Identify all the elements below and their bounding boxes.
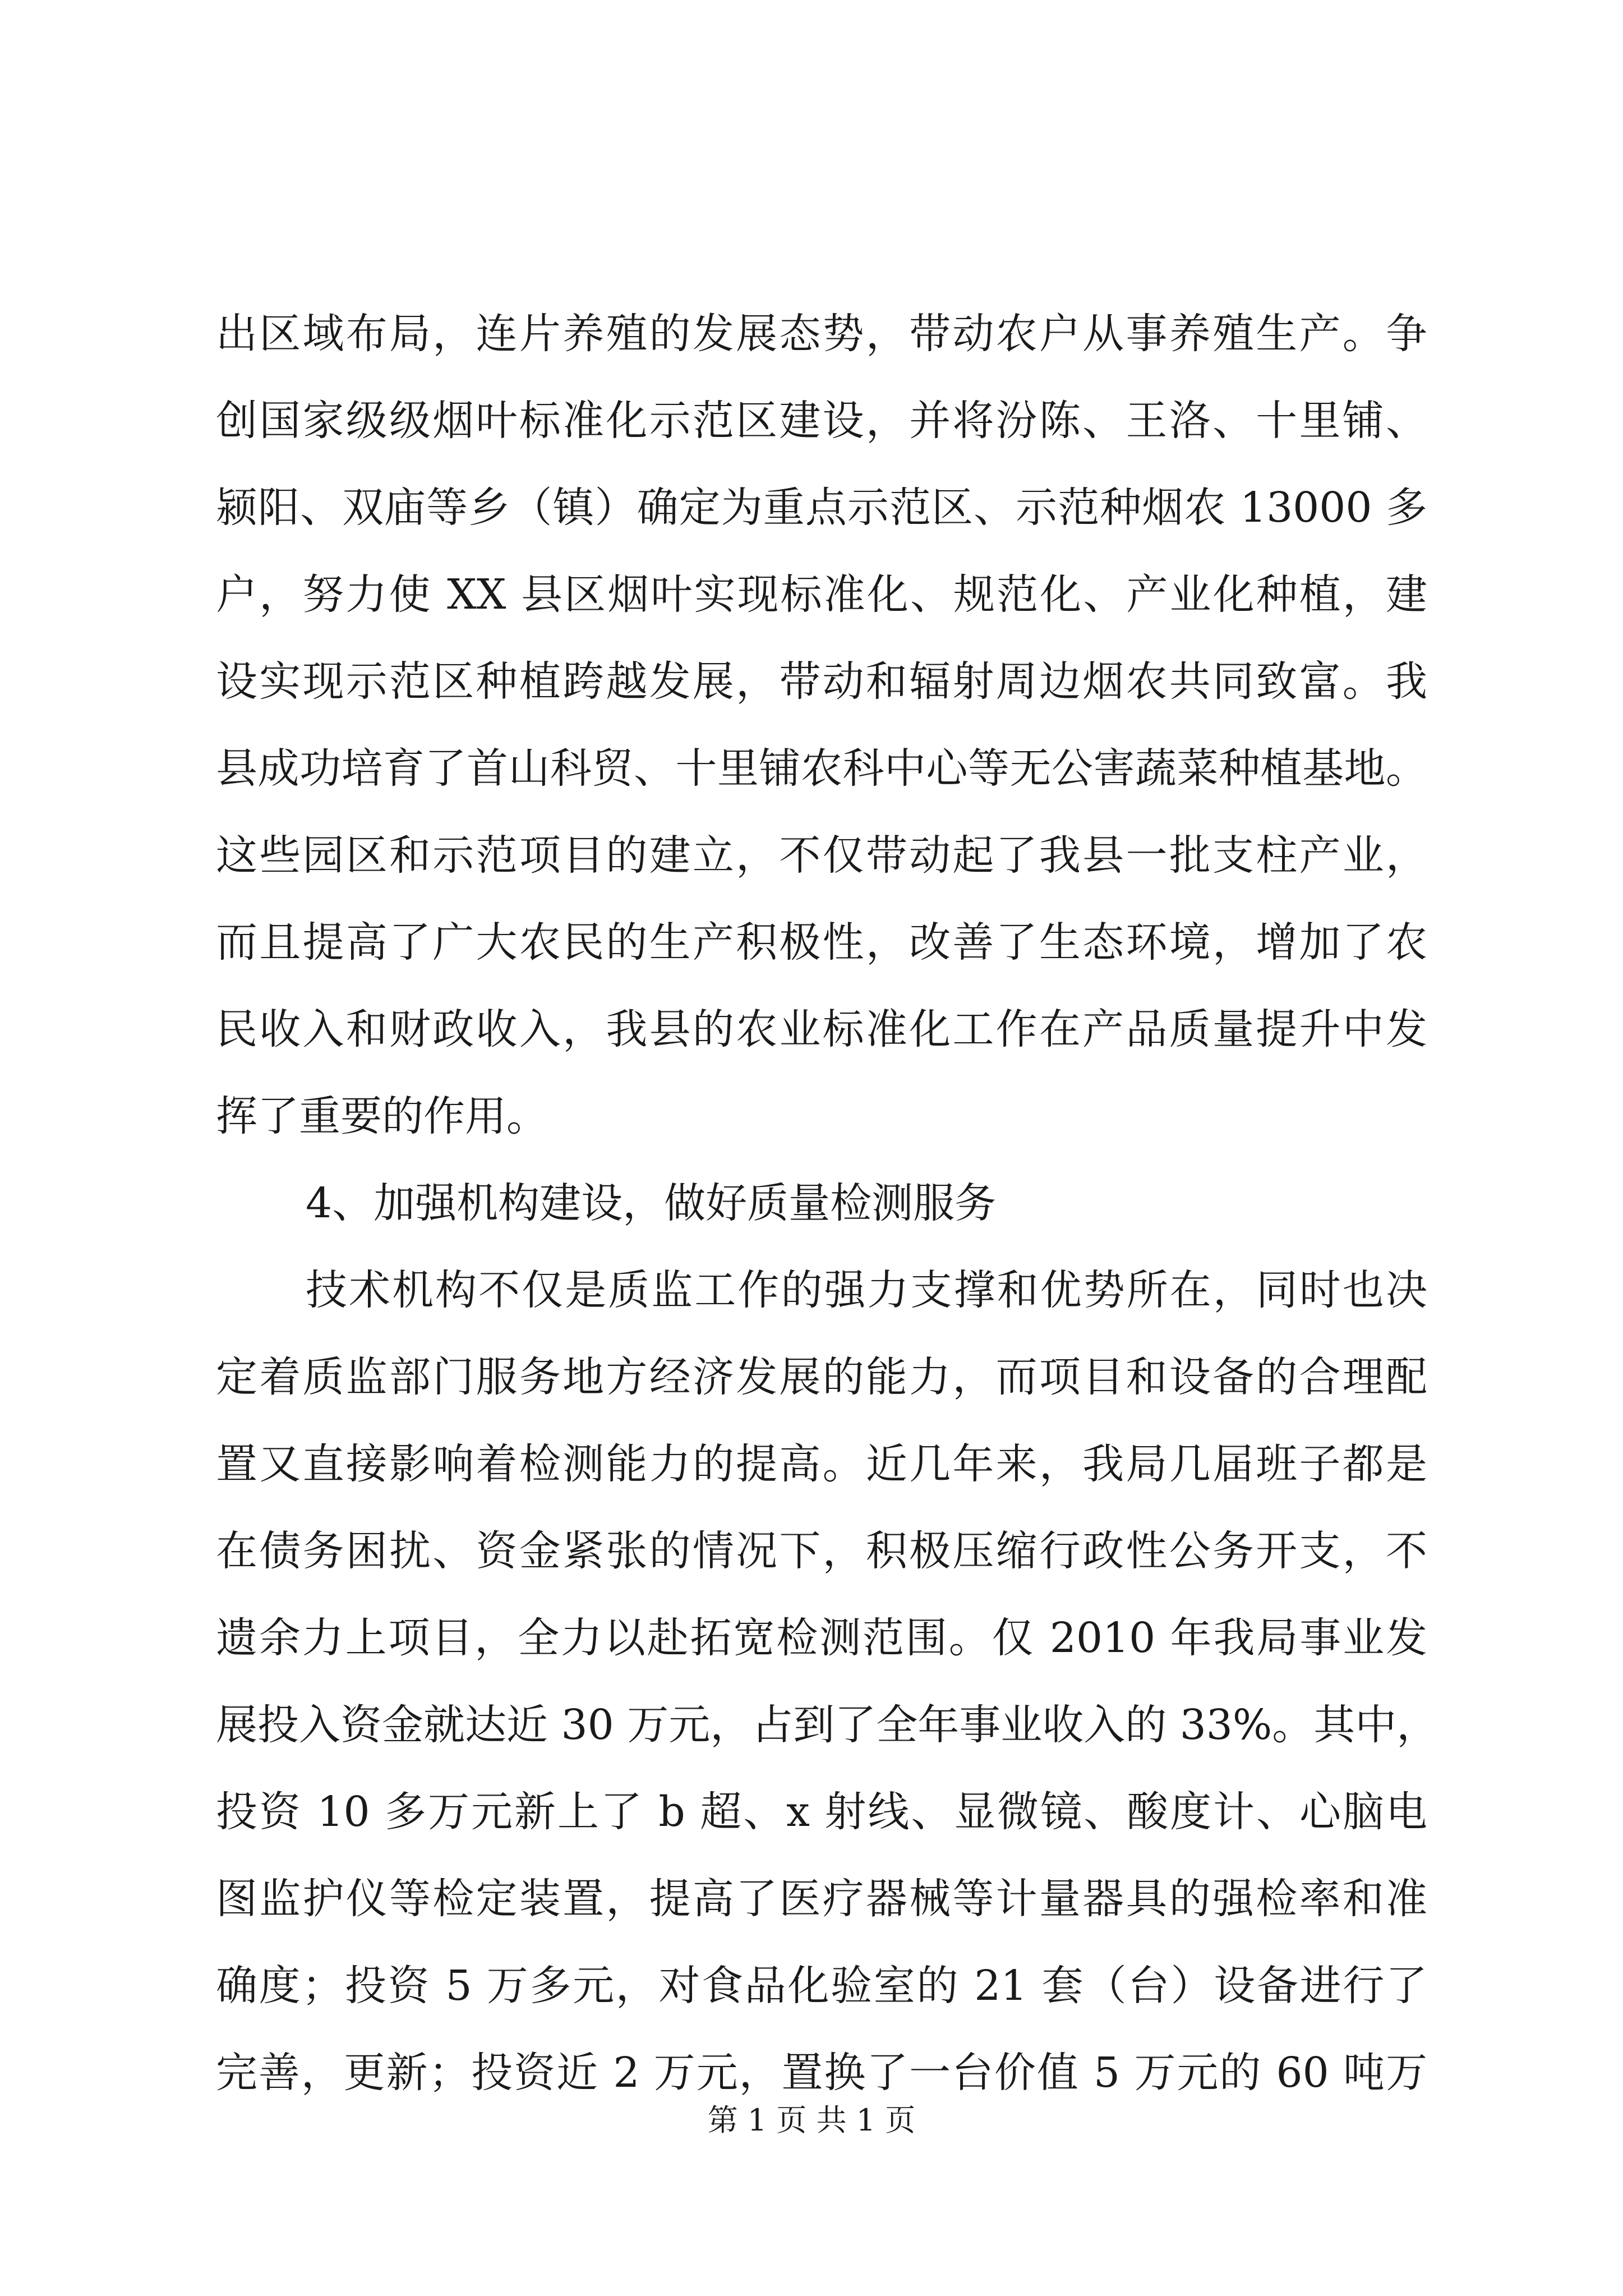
text-line-17: 展投入资金就达近 30 万元，占到了全年事业收入的 33%。其中， xyxy=(216,1701,1438,1749)
text-line-18: 投资 10 多万元新上了 b 超、x 射线、显微镜、酸度计、心脑电 xyxy=(216,1788,1427,1836)
text-line-5: 设实现示范区种植跨越发展，带动和辐射周边烟农共同致富。我 xyxy=(216,657,1427,706)
body-text xyxy=(216,291,1438,2116)
text-line-20: 确度；投资 5 万多元，对食品化验室的 21 套（台）设备进行了 xyxy=(216,1962,1427,2010)
text-line-16: 遗余力上项目，全力以赴拓宽检测范围。仅 2010 年我局事业发 xyxy=(216,1614,1427,1662)
text-line-2: 创国家级级烟叶标准化示范区建设，并将汾陈、王洛、十里铺、 xyxy=(216,397,1427,445)
text-line-14: 置又直接影响着检测能力的提高。近几年来，我局几届班子都是 xyxy=(216,1440,1427,1488)
text-line-6: 县成功培育了首山科贸、十里铺农科中心等无公害蔬菜种植基地。 xyxy=(216,744,1427,793)
text-line-13: 定着质监部门服务地方经济发展的能力，而项目和设备的合理配 xyxy=(216,1353,1427,1401)
text-line-21: 完善，更新；投资近 2 万元，置换了一台价值 5 万元的 60 吨万 xyxy=(216,2049,1427,2097)
text-line-3: 颍阳、双庙等乡（镇）确定为重点示范区、示范种烟农 13000 多 xyxy=(216,484,1427,532)
text-line-9: 民收入和财政收入，我县的农业标准化工作在产品质量提升中发 xyxy=(216,1005,1427,1053)
text-line-10: 挥了重要的作用。 xyxy=(216,1092,548,1140)
text-line-1: 出区域布局，连片养殖的发展态势，带动农户从事养殖生产。争 xyxy=(216,310,1427,358)
text-line-15: 在债务困扰、资金紧张的情况下，积极压缩行政性公务开支，不 xyxy=(216,1527,1427,1575)
text-line-8: 而且提高了广大农民的生产积极性，改善了生态环境，增加了农 xyxy=(216,918,1427,967)
page-number-footer: 第 1 页 共 1 页 xyxy=(707,2102,916,2138)
section-heading: 4、加强机构建设，做好质量检测服务 xyxy=(306,1179,997,1227)
text-line-4: 户，努力使 XX 县区烟叶实现标准化、规范化、产业化种植，建 xyxy=(216,570,1427,619)
text-line-19: 图监护仪等检定装置，提高了医疗器械等计量器具的强检率和准 xyxy=(216,1875,1427,1923)
text-line-7: 这些园区和示范项目的建立，不仅带动起了我县一批支柱产业， xyxy=(216,831,1427,880)
text-line-12: 技术机构不仅是质监工作的强力支撑和优势所在，同时也决 xyxy=(306,1266,1427,1314)
